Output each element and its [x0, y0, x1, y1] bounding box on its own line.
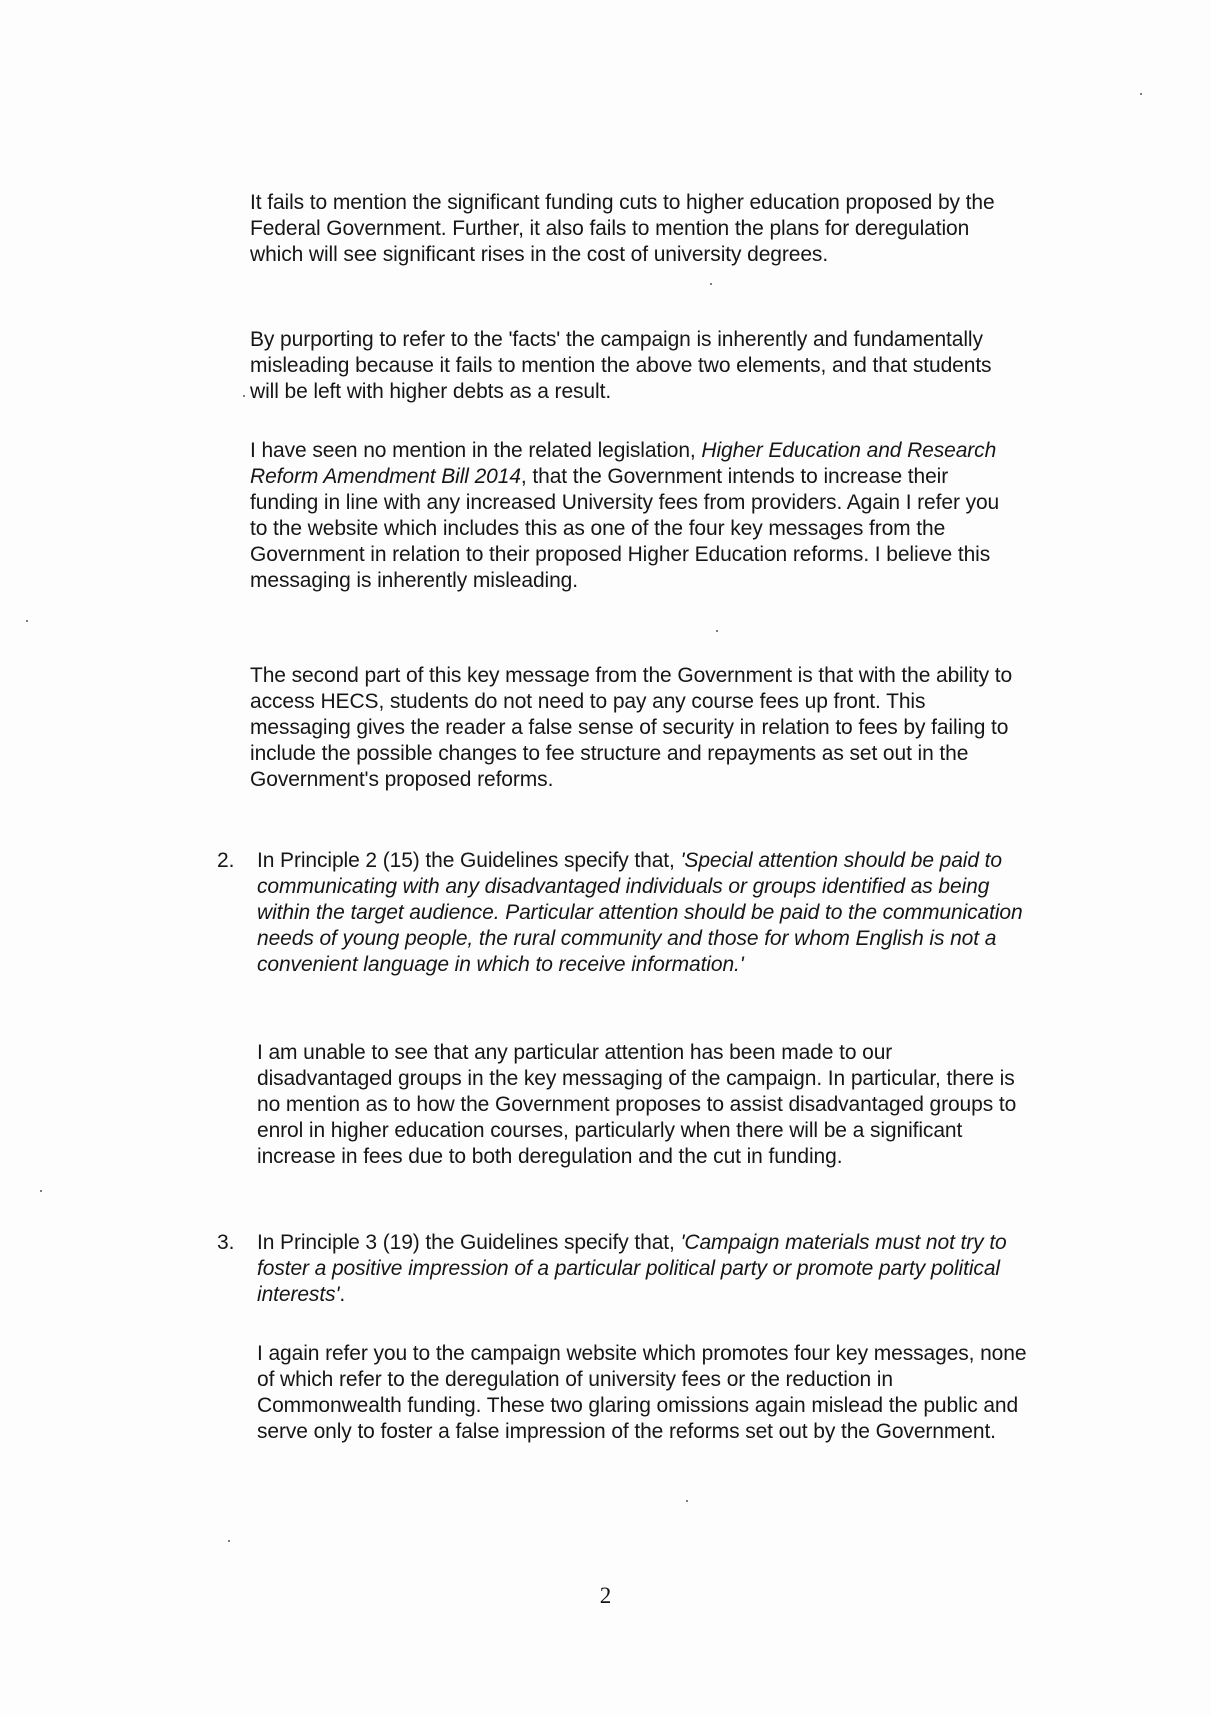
- scan-speck: [40, 1190, 42, 1192]
- paragraph-legislation: [250, 438, 1020, 594]
- scan-speck: [1140, 93, 1142, 95]
- scan-speck: [26, 620, 28, 622]
- legislation-text-before: I have seen no mention in the related legislation,: [250, 439, 702, 462]
- scan-speck: [686, 1500, 688, 1502]
- scan-speck: [716, 630, 718, 632]
- bill-title: Higher Education and Research Reform Amendment Bill 2014: [250, 439, 997, 488]
- scan-speck: [710, 283, 712, 285]
- list-number-3: 3.: [217, 1231, 235, 1254]
- principle-2-italic-quote: 'Special attention should be paid to communicating with any disadvantaged individuals or groups identified as being within the target audience. Particular attention should be paid to the communication needs of young people, the rural community and those for whom English is not a convenient language in which to receive information.': [257, 849, 1023, 976]
- principle-3-italic-quote: 'Campaign materials must not try to foster a positive impression of a particular political party or promote party political interests': [257, 1231, 1007, 1306]
- principle-3-end: .: [339, 1283, 346, 1306]
- principle-3-response: I again refer you to the campaign website which promotes four key messages, none of which refer to the deregulation of university fees or the reduction in Commonwealth funding. These two glaring omissions again mislead the public and serve only to foster a false impression of the reforms set out by the Government.: [257, 1342, 1027, 1443]
- principle-2-response: I am unable to see that any particular attention has been made to our disadvantaged groups in the key messaging of the campaign. In particular, there is no mention as to how the Government proposes to assist disadvantaged groups to enrol in higher education courses, particularly when there will be a significant increase in fees due to both deregulation and the cut in funding.: [257, 1041, 1017, 1168]
- principle-3-intro: In Principle 3 (19) the Guidelines specify that,: [257, 1231, 681, 1254]
- page-number: 2: [599, 1583, 612, 1608]
- paragraph-funding-cuts: It fails to mention the significant funding cuts to higher education proposed by the Federal Government. Further, it also fails to mention the plans for deregulation which will see significant rises in the cost of university degrees.: [250, 191, 995, 266]
- principle-3-quote: [257, 1230, 1027, 1308]
- paragraph-misleading-facts: By purporting to refer to the 'facts' the campaign is inherently and fundamentally misleading because it fails to mention the above two elements, and that students will be left with higher debts as a result.: [250, 328, 992, 403]
- paragraph-hecs-message: The second part of this key message from the Government is that with the ability to access HECS, students do not need to pay any course fees up front. This messaging gives the reader a false sense of security in relation to fees by failing to include the possible changes to fee structure and repayments as set out in the Government's proposed reforms.: [250, 664, 1013, 791]
- principle-2-intro: In Principle 2 (15) the Guidelines specify that,: [257, 849, 681, 872]
- scan-speck: [228, 1540, 230, 1542]
- principle-2-quote: [257, 848, 1027, 978]
- scan-speck: [243, 395, 245, 397]
- list-number-2: 2.: [217, 849, 235, 872]
- legislation-text-after: , that the Government intends to increase their funding in line with any increased University fees from providers. Again I refer you to the website which includes this as one of the four key messages from the Government in relation to their proposed Higher Education reforms. I believe this messaging is inherently misleading.: [250, 465, 1000, 592]
